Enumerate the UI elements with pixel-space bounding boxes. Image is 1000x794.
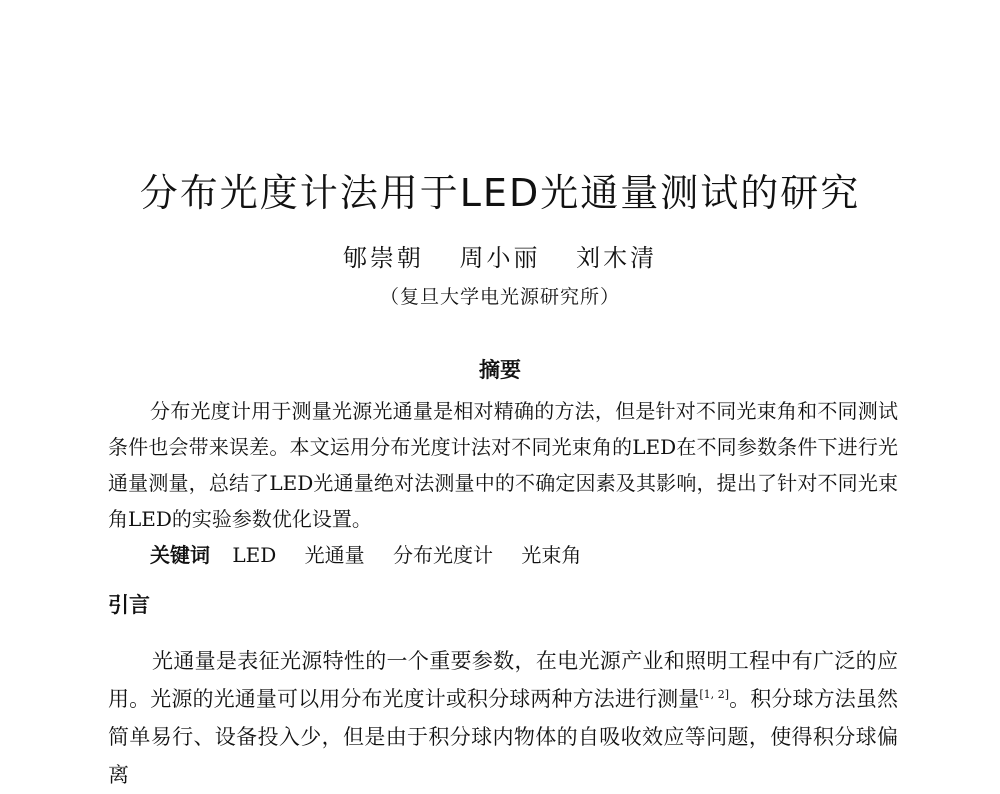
keyword: 光束角 [521, 543, 582, 567]
abstract-text: 分布光度计用于测量光源光通量是相对精确的方法，但是针对不同光束角和不同测试条件也会带来误差。本文运用分布光度计法对不同光束角的LED在不同参数条件下进行光通量测量，总结了LED光通量绝对法测量中的不确定因素及其影响，提出了针对不同光束角LED的实验参数优化设置。 [108, 399, 898, 531]
author-affiliation: （复旦大学电光源研究所） [379, 286, 620, 308]
author-list [0, 242, 1000, 274]
introduction-text [108, 642, 898, 794]
keyword: 光通量 [304, 543, 365, 567]
author-name: 刘木清 [576, 244, 658, 272]
abstract-heading: 摘要 [479, 357, 521, 382]
author-name: 郇崇朝 [342, 244, 424, 272]
section-heading-introduction: 引言 [108, 593, 150, 617]
keyword: 分布光度计 [393, 543, 493, 567]
introduction-text-part: 。积分球方法虽然简单易行、设备投入少，但是由于积分球内物体的自吸收效应等问题，使得积分球偏离 [108, 687, 899, 787]
keyword: LED [232, 543, 277, 567]
paper-title: 分布光度计法用于LED光通量测试的研究 [139, 171, 861, 215]
citation-reference: [1, 2] [699, 688, 730, 701]
keywords-label: 关键词 [150, 543, 210, 567]
introduction-text-part: 光通量是表征光源特性的一个重要参数，在电光源产业和照明工程中有广泛的应用。光源的光通量可以用分布光度计或积分球两种方法进行测量 [108, 649, 898, 711]
author-name: 周小丽 [459, 244, 541, 272]
keywords-line [150, 537, 603, 573]
